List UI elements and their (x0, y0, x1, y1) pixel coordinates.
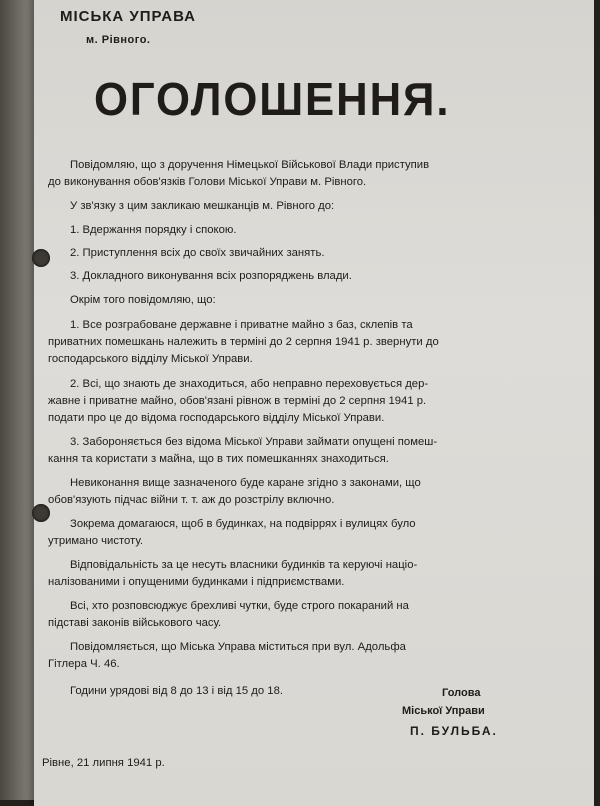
paragraph-line: налізованими і опущеними будинками і підприємствами. (48, 576, 345, 588)
paragraph-line: Невиконання вище зазначеного буде каране згідно з законами, що (70, 477, 421, 489)
paragraph-line: Всі, хто розповсюджує брехливі чутки, буде строго покараний на (70, 600, 409, 612)
appeal-item: 1. Вдержання порядку і спокою. (70, 224, 237, 236)
paragraph-line: утримано чистоту. (48, 535, 144, 547)
paragraph-line: 3. Забороняється без відома Міської Управи займати опущені помеш- (70, 436, 438, 448)
paragraph-line: Зокрема домагаюся, щоб в будинках, на подвіррях і вулицях було (70, 518, 416, 530)
document-title: ОГОЛОШЕННЯ. (94, 73, 451, 125)
signature-role: Міської Управи (402, 705, 485, 717)
announcement-document (34, 0, 594, 806)
paragraph-line: 2. Всі, що знають де знаходиться, або неправно переховується дер- (70, 378, 429, 390)
paragraph-line: кання та користати з майна, що в тих помешканнях знаходиться. (48, 453, 389, 465)
paragraph-line: Повідомляється, що Міська Управа міститься при вул. Адольфа (70, 641, 406, 653)
paragraph-line: 1. Все розграбоване державне і приватне майно з баз, склепів та (70, 319, 413, 331)
paragraph-line: Гітлера Ч. 46. (48, 658, 120, 670)
punch-hole (32, 249, 50, 267)
paragraph-line: підставі законів військового часу. (48, 617, 222, 629)
appeal-text: У зв'язку з цим закликаю мешканців м. Рівного до: (70, 200, 335, 212)
organization-name: МІСЬКА УПРАВА (60, 8, 196, 25)
signature-name: П. БУЛЬБА. (410, 724, 498, 738)
paragraph-line: приватних помешкань належить в терміні до 2 серпня 1941 р. звернути до (48, 336, 439, 348)
paragraph-line: подати про це до відома господарського відділу Міської Управи. (48, 412, 385, 424)
intro-line: Повідомляю, що з доручення Німецької Військової Влади приступив (70, 159, 430, 171)
paragraph-line: обов'язують підчас війни т. т. аж до розстрілу включно. (48, 494, 335, 506)
paragraph-line: господарського відділу Міської Управи. (48, 353, 253, 365)
appeal-item: 2. Приступлення всіх до своїх звичайних занять. (70, 247, 325, 259)
paragraph-line: Відповідальність за це несуть власники будинків та керуючі націо- (70, 559, 418, 571)
organization-city: м. Рівного. (86, 34, 151, 46)
paragraph-line: жавне і приватне майно, обов'язані рівнож в терміні до 2 серпня 1941 р. (48, 395, 427, 407)
appeal-item: 3. Докладного виконування всіх розпоряджень влади. (70, 270, 352, 282)
further-text: Окрім того повідомляю, що: (70, 294, 216, 306)
signature-role: Голова (442, 687, 481, 699)
document-date: Рівне, 21 липня 1941 р. (42, 757, 165, 769)
intro-line: до виконування обов'язків Голови Міської Управи м. Рівного. (48, 176, 367, 188)
office-hours: Години урядові від 8 до 13 і від 15 до 18. (70, 685, 283, 697)
